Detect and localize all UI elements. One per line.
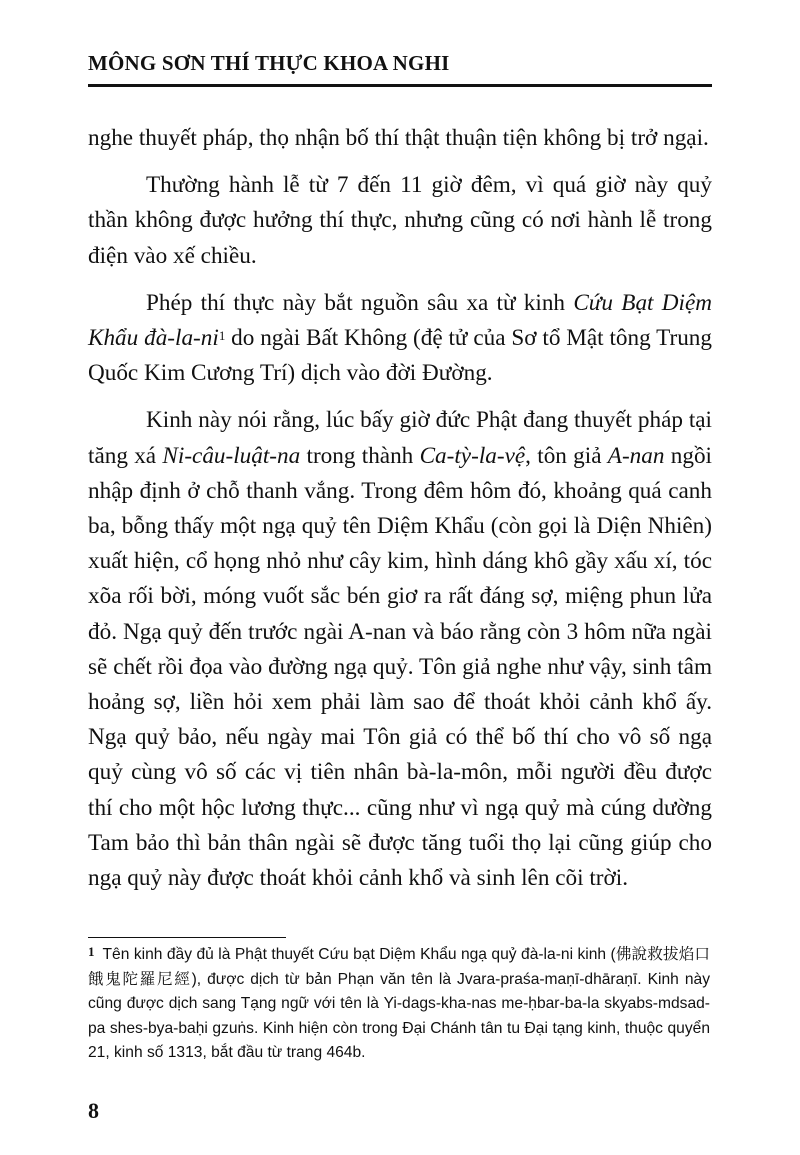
paragraph-4-text-a: Kinh này nói rằng, lúc bấy giờ đức Phật đang thuyết pháp tại tăng xá <box>88 407 712 469</box>
footnote-rule <box>88 937 286 938</box>
paragraph-4-text-b: trong thành <box>300 442 420 469</box>
footnote <box>88 943 710 1066</box>
place-name-catylave: Ca-tỳ-la-vệ <box>419 442 526 469</box>
running-header: MÔNG SƠN THÍ THỰC KHOA NGHI <box>88 51 450 75</box>
footnote-text: Tên kinh đầy đủ là Phật thuyết Cứu bạt Diệm Khẩu ngạ quỷ đà-la-ni kinh (佛說救拔焰口餓鬼陀羅尼經), được dịch từ bản Phạn văn tên là Jvara-praśa-maṇī-dhāraṇī. Kinh này cũng được dịch sang Tạng ngữ với tên là Yi-dags-kha-nas me-ḥbar-ba-la skyabs-mdsad-pa shes-bya-baḥi gzuṅs. Kinh hiện còn trong Đại Chánh tân tu Đại tạng kinh, thuộc quyển 21, kinh số 1313, bắt đầu từ trang 464b. <box>88 946 710 1062</box>
body-text <box>88 121 712 896</box>
paragraph-2: Thường hành lễ từ 7 đến 11 giờ đêm, vì quá giờ này quỷ thần không được hưởng thí thực, nhưng cũng có nơi hành lễ trong điện vào xế chiều. <box>88 172 712 269</box>
paragraph-4-text-c: , tôn giả <box>525 442 608 469</box>
footnote-text-block <box>88 943 710 1066</box>
page-number: 8 <box>88 1098 99 1123</box>
sutra-title: Cứu Bạt Diệm Khẩu đà-la-ni <box>88 289 712 352</box>
paragraph-3 <box>88 286 712 392</box>
place-name-nicauluatna: Ni-câu-luật-na <box>162 442 301 469</box>
header-rule <box>88 84 712 87</box>
person-name-anan: A-nan <box>607 442 665 469</box>
paragraph-1: nghe thuyết pháp, thọ nhận bố thí thật thuận tiện không bị trở ngại. <box>88 125 709 151</box>
paragraph-3-text-a: Phép thí thực này bắt nguồn sâu xa từ kinh <box>146 289 574 316</box>
footnote-marker: 1 <box>88 944 95 959</box>
footnote-reference[interactable]: 1 <box>218 328 226 344</box>
paragraph-3-text-b: do ngài Bất Không (đệ tử của Sơ tổ Mật tông Trung Quốc Kim Cương Trí) dịch vào đời Đường. <box>88 325 712 387</box>
paragraph-4-text-d: ngồi nhập định ở chỗ thanh vắng. Trong đêm hôm đó, khoảng quá canh ba, bỗng thấy một ngạ quỷ tên Diệm Khẩu (còn gọi là Diện Nhiên) xuất hiện, cổ họng nhỏ như cây kim, hình dáng khô gầy xấu xí, tóc xõa rối bời, móng vuốt sắc bén giơ ra rất đáng sợ, miệng phun lửa đỏ. Ngạ quỷ đến trước ngài A-nan và báo rằng còn 3 hôm nữa ngài sẽ chết rồi đọa vào đường ngạ quỷ. Tôn giả nghe như vậy, sinh tâm hoảng sợ, liền hỏi xem phải làm sao để thoát khỏi cảnh khổ ấy. Ngạ quỷ bảo, nếu ngày mai Tôn giả có thể bố thí cho vô số ngạ quỷ cùng vô số các vị tiên nhân bà-la-môn, mỗi người đều được thí cho một hộc lương thực... cũng như vì ngạ quỷ mà cúng dường Tam bảo thì bản thân ngài sẽ được tăng tuổi thọ lại cũng giúp cho ngạ quỷ này được thoát khỏi cảnh khổ và sinh lên cõi trời. <box>88 442 712 892</box>
paragraph-4 <box>88 403 712 896</box>
